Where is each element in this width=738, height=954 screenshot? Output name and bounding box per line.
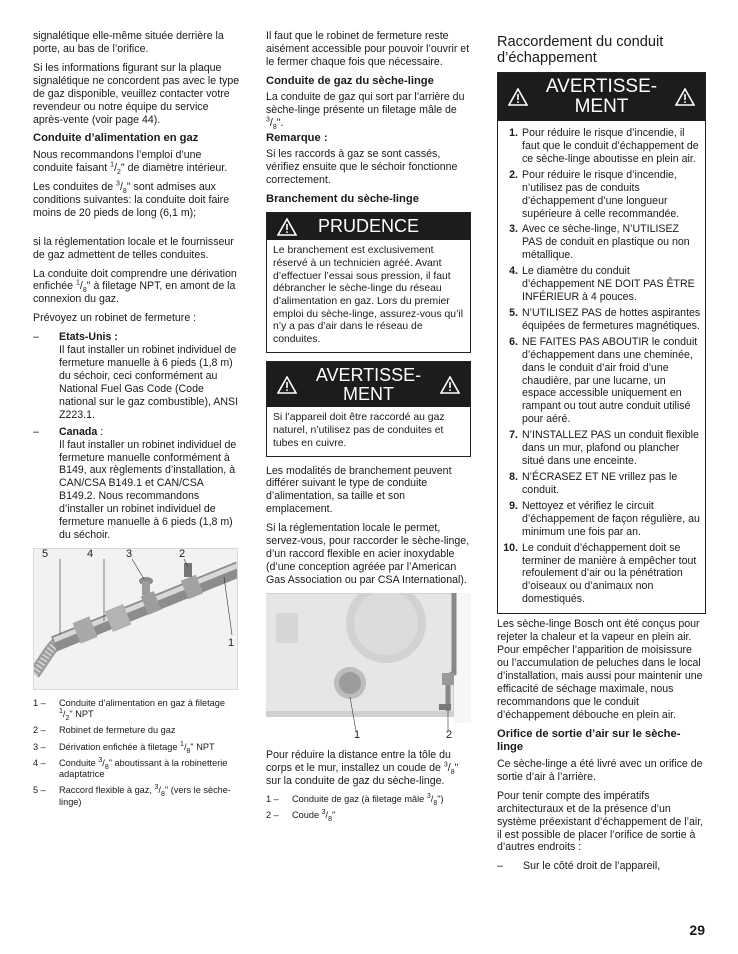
paragraph: Pour tenir compte des impératifs architecturaux et de la présence d’un système préexistant d’échappement de l’air, il est possible de placer l’orifice de sortie à d’autres endroits : bbox=[497, 789, 704, 854]
page-number: 29 bbox=[689, 922, 705, 938]
dryer-back-figure bbox=[266, 593, 471, 741]
warning-item: 7. N’INSTALLEZ PAS un conduit flexible dans un mur, plafond ou plancher situé dans une enceinte. bbox=[509, 429, 699, 468]
heading-dryer-gas-line: Conduite de gaz du sèche-linge bbox=[266, 74, 434, 87]
heading-dryer-connection: Branchement du sèche-linge bbox=[266, 192, 419, 205]
list-item: – Sur le côté droit de l’appareil, bbox=[497, 860, 661, 873]
figure-label: 3 bbox=[126, 548, 133, 560]
gas-pipe-illustration bbox=[34, 549, 238, 690]
paragraph: Prévoyez un robinet de fermeture : bbox=[33, 312, 197, 325]
figure-label: 2 bbox=[446, 728, 453, 741]
caption-item: 1 – Conduite de gaz (à filetage mâle $^3/_8$") bbox=[266, 792, 444, 807]
caption-item: 2 – Coude $^3/_8$" bbox=[266, 808, 336, 823]
dryer-back-illustration bbox=[266, 593, 471, 741]
figure-label: 1 bbox=[354, 728, 361, 741]
paragraph: Si les raccords à gaz se sont cassés, vérifiez ensuite que le séchoir fonctionne correctement. bbox=[266, 147, 458, 186]
caution-header bbox=[267, 213, 470, 240]
list-item: – Canada : Il faut installer un robinet individuel de fermeture manuelle conformément à B149, aux règlements d’installation, à CAN/CSA B149.1 et CAN/CSA B149.2. Nous recommandons d’installer un robinet individuel de fermeture manuelle à 6 pieds (1,8 m) du séchoir. bbox=[33, 425, 237, 542]
warning-triangle-icon bbox=[277, 218, 297, 236]
paragraph: Les sèche-linge Bosch ont été conçus pour rejeter la chaleur et la vapeur en plein air. Pour empêcher l’apparition de moisissure ou l’accumulation de peluches dans le local d’installation, mais aussi pour maintenir une efficacité de séchage maximale, nous recommandons que le conduit d’échappement débouche en plein air. bbox=[497, 618, 703, 721]
exhaust-warning-box bbox=[497, 72, 706, 614]
caution-title: PRUDENCE bbox=[317, 216, 419, 237]
caption-item: 3 – Dérivation enfichée à filetage $^1/_8$" NPT bbox=[33, 740, 215, 755]
shutoff-valve-list bbox=[33, 331, 240, 542]
paragraph: Les conduites de $^3/_8$" sont admises aux conditions suivantes: la conduite doit faire moins de 20 pieds de long (6,1 m); bbox=[33, 180, 230, 219]
warning-triangle-icon bbox=[508, 88, 528, 106]
warning-item: 1. Pour réduire le risque d’incendie, il faut que le conduit d’échappement de ce sèche-linge aboutisse en plein air. bbox=[509, 126, 699, 165]
caution-box bbox=[266, 212, 471, 352]
warning-list bbox=[498, 121, 705, 613]
paragraph: Ce sèche-linge a été livré avec un orifice de sortie d’air à l’arrière. bbox=[497, 757, 703, 783]
remark-label: Remarque : bbox=[266, 132, 328, 145]
paragraph: La conduite de gaz qui sort par l’arrière du sèche-linge présente un filetage mâle de $^3/_8$". bbox=[266, 91, 465, 132]
warning-header bbox=[267, 362, 470, 408]
list-item: – Etats-Unis : Il faut installer un robinet individuel de fermeture manuelle à 6 pieds (1,8 m) du séchoir, ceci conformément au National Fuel Gas Code (Code national sur le gaz combustible), ANSI Z223.1. bbox=[33, 331, 239, 421]
paragraph: signalétique elle-même située derrière la porte, au bas de l’orifice. bbox=[33, 30, 224, 55]
warning-item: 10. Le conduit d’échappement doit se terminer de manière à empêcher tout refoulement d’air ou la pénétration d’oiseaux ou d’animaux non domestiqués. bbox=[503, 541, 697, 606]
paragraph: Si les informations figurant sur la plaque signalétique ne concordent pas avec le type de gaz disponible, veuillez contacter votre revendeur ou notre équipe du service après-vente (voir page 44). bbox=[33, 61, 240, 126]
warning-box bbox=[266, 361, 471, 457]
warning-triangle-icon bbox=[277, 376, 297, 394]
figure-label: 1 bbox=[228, 637, 235, 649]
warning-title: AVERTISSE- MENT bbox=[315, 364, 422, 404]
paragraph: La conduite doit comprendre une dérivation enfichée $^1/_8$" à filetage NPT, en amont de la connexion du gaz. bbox=[33, 267, 237, 306]
warning-item: 5. N’UTILISEZ PAS de hottes aspirantes équipées de fermetures magnétiques. bbox=[509, 306, 701, 332]
caution-text: Le branchement est exclusivement réservé à un technicien agréé. Avant d’effectuer l’essai sous pression, il faut débrancher le sèche-linge du réseau d’alimentation en gaz. Lors du premier emploi du sèche-linge, assurez-vous qu’il n’y a pas d’air dans le réseau de conduites. bbox=[273, 245, 464, 345]
column-middle bbox=[266, 30, 471, 826]
figure-label: 2 bbox=[179, 548, 186, 560]
warning-header bbox=[498, 73, 705, 121]
warning-triangle-icon bbox=[675, 88, 695, 106]
heading-exhaust-connection: Raccordement du conduit d’échappement bbox=[497, 34, 664, 67]
warning-item: 2. Pour réduire le risque d’incendie, n’utilisez pas de conduits d’échappement d’une longueur supérieure à celle recommandée. bbox=[509, 168, 680, 220]
caption-item: 1 – Conduite d’alimentation en gaz à filetage $^1/_2$" NPT bbox=[33, 698, 225, 723]
outlet-location-list bbox=[497, 860, 706, 873]
figure-label: 5 bbox=[42, 548, 49, 560]
figure-caption-list bbox=[266, 794, 471, 821]
paragraph: Si la réglementation locale le permet, servez-vous, pour raccorder le sèche-linge, d’un raccord flexible en acier inoxydable (d’une conception agréée par l’American Gas Association ou par CSA International). bbox=[266, 522, 470, 586]
paragraph: si la réglementation locale et le fournisseur de gaz admettent de telles conduites. bbox=[33, 235, 234, 261]
warning-item: 6. NE FAITES PAS ABOUTIR le conduit d’échappement dans une cheminée, dans le conduit d’air froid d’une chaudière, par une lucarne, un espace accessible uniquement en rampant ou tout autre conduit utilisé pour aéré. bbox=[509, 335, 698, 426]
heading-air-outlet: Orifice de sortie d’air sur le sèche-linge bbox=[497, 727, 681, 754]
warning-item: 4. Le diamètre du conduit d’échappement NE DOIT PAS ÊTRE INFÉRIEUR à 4 pouces. bbox=[509, 265, 695, 304]
warning-item: 9. Nettoyez et vérifiez le circuit d’échappement de façon régulière, au minimum une fois par an. bbox=[509, 499, 700, 538]
warning-text: Si l’appareil doit être raccordé au gaz naturel, n’utilisez pas de conduites et tubes en cuivre. bbox=[273, 412, 445, 449]
gas-pipe-figure bbox=[33, 548, 238, 690]
paragraph: Pour réduire la distance entre la tôle du corps et le mur, installez un coude de $^3/_8$" sur la conduite de gaz du sèche-linge. bbox=[266, 748, 459, 787]
paragraph: Nous recommandons l’emploi d’une conduite faisant $^1/_2$" de diamètre intérieur. bbox=[33, 149, 228, 177]
warning-triangle-icon bbox=[440, 376, 460, 394]
heading-gas-supply-line: Conduite d’alimentation en gaz bbox=[33, 132, 199, 145]
warning-item: 3. Avec ce sèche-linge, N’UTILISEZ PAS de conduit en plastique ou non métallique. bbox=[509, 223, 690, 262]
warning-title: AVERTISSE- MENT bbox=[545, 76, 658, 118]
paragraph: Les modalités de branchement peuvent différer suivant le type de conduite d’alimentation, sa taille et son emplacement. bbox=[266, 464, 452, 516]
warning-item: 8. N’ÉCRASEZ ET NE vrillez pas le conduit. bbox=[509, 471, 678, 496]
caption-item: 5 – Raccord flexible à gaz, $^3/_8$" (vers le sèche-linge) bbox=[33, 784, 231, 807]
column-right bbox=[497, 30, 706, 879]
caption-item: 2 – Robinet de fermeture du gaz bbox=[33, 725, 176, 736]
figure-label: 4 bbox=[87, 548, 94, 560]
figure-caption-list bbox=[33, 698, 240, 808]
paragraph: Il faut que le robinet de fermeture reste aisément accessible pour pouvoir l’ouvrir et le fermer chaque fois que nécessaire. bbox=[266, 30, 470, 68]
caption-item: 4 – Conduite $^3/_8$" aboutissant à la robinetterie adaptatrice bbox=[33, 756, 228, 780]
column-left bbox=[33, 30, 240, 813]
